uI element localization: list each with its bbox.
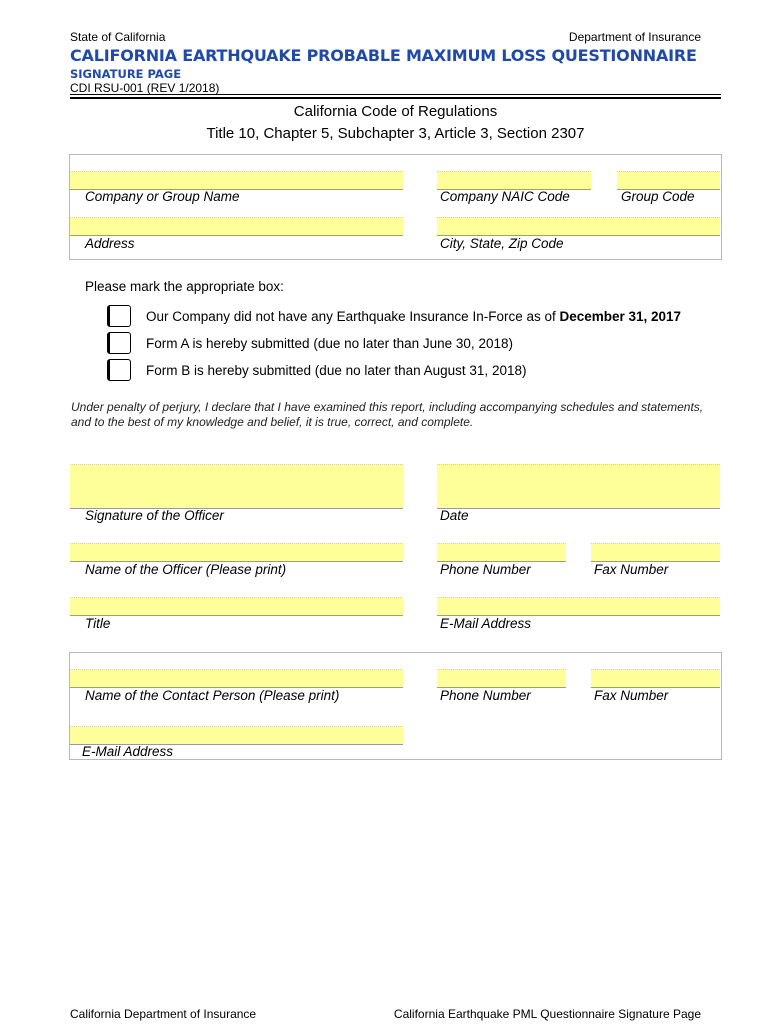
option-no-earthquake-insurance: [146, 309, 681, 324]
form-subtitle: SIGNATURE PAGE: [70, 67, 182, 81]
group-code-label: Group Code: [621, 189, 695, 204]
naic-code-field[interactable]: [437, 171, 591, 190]
header-rule-bottom: [70, 97, 721, 99]
checkbox-form-b[interactable]: [107, 359, 131, 381]
officer-name-label: Name of the Officer (Please print): [85, 562, 287, 577]
date-label: Date: [440, 508, 469, 523]
contact-name-field[interactable]: [70, 669, 403, 688]
officer-title-field[interactable]: [70, 597, 403, 616]
company-info-box: [69, 154, 722, 260]
option-no-earthquake-date: December 31, 2017: [559, 309, 682, 324]
officer-signature-field[interactable]: [70, 464, 403, 509]
date-field[interactable]: [437, 464, 720, 509]
officer-phone-label: Phone Number: [440, 562, 531, 577]
checkbox-no-earthquake-insurance[interactable]: [107, 305, 131, 327]
contact-fax-field[interactable]: [591, 669, 720, 688]
officer-phone-field[interactable]: [437, 543, 566, 562]
contact-name-label: Name of the Contact Person (Please print): [85, 688, 340, 703]
officer-fax-label: Fax Number: [594, 562, 669, 577]
officer-signature-label: Signature of the Officer: [85, 508, 224, 523]
options-prompt: Please mark the appropriate box:: [85, 279, 284, 294]
company-name-field[interactable]: [70, 171, 403, 190]
form-title: CALIFORNIA EARTHQUAKE PROBABLE MAXIMUM LOSS QUESTIONNAIRE: [70, 46, 697, 65]
group-code-field[interactable]: [617, 171, 720, 190]
contact-phone-field[interactable]: [437, 669, 566, 688]
contact-phone-label: Phone Number: [440, 688, 531, 703]
address-field[interactable]: [70, 217, 403, 236]
footer-right: California Earthquake PML Questionnaire Signature Page: [393, 1007, 701, 1021]
header-rule-top: [70, 94, 721, 95]
declaration-line-2: and to the best of my knowledge and belief, it is true, correct, and complete.: [71, 415, 474, 429]
contact-fax-label: Fax Number: [594, 688, 669, 703]
officer-email-field[interactable]: [437, 597, 720, 616]
declaration-line-1: Under penalty of perjury, I declare that I have examined this report, including accompanying schedules and statements,: [71, 400, 704, 414]
officer-name-field[interactable]: [70, 543, 403, 562]
address-label: Address: [85, 236, 135, 251]
naic-code-label: Company NAIC Code: [440, 189, 570, 204]
contact-email-field[interactable]: [70, 726, 403, 745]
checkbox-form-a[interactable]: [107, 332, 131, 354]
department-label: Department of Insurance: [568, 30, 701, 44]
company-name-label: Company or Group Name: [85, 189, 240, 204]
regulation-line-2: Title 10, Chapter 5, Subchapter 3, Article 3, Section 2307: [206, 125, 585, 142]
contact-email-label: E-Mail Address: [82, 744, 174, 759]
option-no-earthquake-text: Our Company did not have any Earthquake Insurance In-Force as of: [146, 309, 560, 324]
officer-email-label: E-Mail Address: [440, 616, 532, 631]
option-form-a: Form A is hereby submitted (due no later than June 30, 2018): [146, 336, 513, 351]
officer-title-label: Title: [85, 616, 111, 631]
option-form-b: Form B is hereby submitted (due no later than August 31, 2018): [146, 363, 527, 378]
officer-fax-field[interactable]: [591, 543, 720, 562]
city-state-zip-label: City, State, Zip Code: [440, 236, 564, 251]
state-label: State of California: [70, 30, 166, 44]
form-id: CDI RSU-001 (REV 1/2018): [70, 81, 220, 95]
city-state-zip-field[interactable]: [437, 217, 720, 236]
footer-left: California Department of Insurance: [70, 1007, 257, 1021]
regulation-line-1: California Code of Regulations: [293, 103, 498, 120]
